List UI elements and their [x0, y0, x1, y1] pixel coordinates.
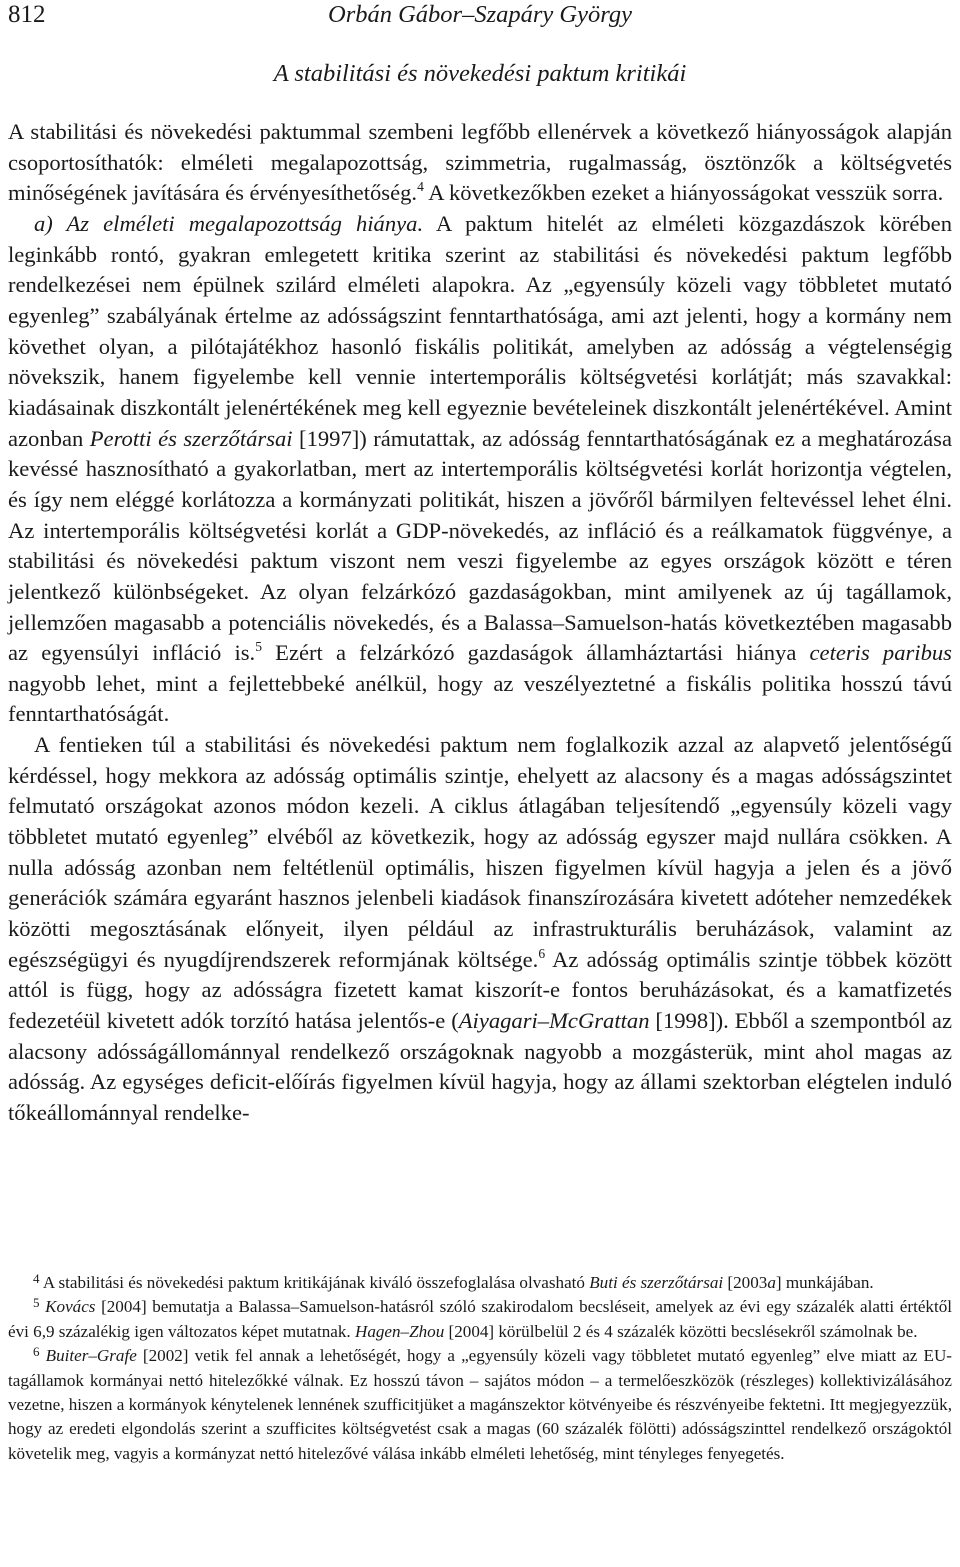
paragraph [8, 730, 952, 1129]
footnote-text: ] munkájában. [775, 1273, 874, 1292]
page-number: 812 [8, 1, 46, 28]
footnotes [8, 1271, 952, 1466]
paragraph-text: nagyobb lehet, mint a fejlettebbeké anélkül, hogy az veszélyeztetné a fiskális politika hosszú távú fenntarthatóságát. [8, 670, 952, 727]
latin-phrase: ceteris paribus [809, 640, 952, 666]
footnote-text: A stabilitási és növekedési paktum kritikájának kiváló összefoglalása olvasható [39, 1273, 590, 1292]
subsection-lead: a) Az elméleti megalapozottság hiánya. [34, 210, 424, 236]
paragraph-text: A stabilitási és növekedési paktummal szembeni legfőbb ellenérvek a következő hiányosságok alapján csoportosíthatók: elméleti megalapozottság, szimmetria, rugalmasság, ösztönzők a költségvetés minőségének javítására és érvényesíthetőség. [8, 119, 952, 206]
paragraph-text: A fentieken túl a stabilitási és növekedési paktum nem foglalkozik azzal az alapvető jelentőségű kérdéssel, hogy mekkora az adósság optimális szintje, ehelyett az alacsony és a magas adósságszintet felmutató országokat azonos módon kezeli. A ciklus átlagában teljesítendő „egyensúly közeli vagy többletet mutató egyenleg” elvéből az következik, hogy az adósság egyszer majd nullára csökken. A nulla adósság azonban nem feltétlenül optimális, hiszen figyelmen kívül hagyja a jelen és a jövő generációk számára egyaránt hasznos jelenbeli kiadások finanszírozására kivetett adóteher nemzedékek közötti megosztásának előnyeit, ilyen például az infrastrukturális beruházások, valamint az egészségügyi és nyugdíjrendszerek reformjának költsége. [8, 732, 952, 972]
footnote-text: [2003 [723, 1273, 768, 1292]
footnote-number: 5 [33, 1295, 40, 1311]
paragraph-text: Ezért a felzárkózó gazdaságok államháztartási hiánya [261, 640, 810, 666]
section-title: A stabilitási és növekedési paktum kritikái [273, 60, 687, 87]
footnote-ref[interactable]: 5 [255, 638, 262, 654]
body-text [8, 117, 952, 1129]
paragraph-text: [1998]). Ebből a szempontból az alacsony adósságállománnyal rendelkező országoknak nagyobb a mozgásterük, mint ahol magas az adósság. Az egységes deficit-előírás figyelmen kívül hagyja, hogy az állami szektorban elégtelen induló tőkeállománnyal rendelke- [8, 1008, 952, 1125]
footnote [8, 1271, 952, 1295]
paragraph [8, 209, 952, 730]
footnote-ref[interactable]: 4 [417, 179, 424, 195]
citation: Perotti és szerzőtársai [89, 425, 293, 451]
citation: Aiyagari–McGrattan [458, 1008, 650, 1034]
footnote-number: 4 [33, 1271, 40, 1286]
footnote-number: 6 [33, 1344, 40, 1360]
citation: Buiter–Grafe [45, 1346, 137, 1366]
footnote-text: [2004] bemutatja a Balassa–Samuelson-hatásról szóló szakirodalom becsléseit, amelyek az évi egy százalék alatti értéktől évi 6,9 százalékig igen változatos képet mutatnak. [8, 1297, 952, 1341]
citation: Buti és szerzőtársai [589, 1273, 724, 1292]
paragraph-text: Az adósság optimális szintje többek között attól is függ, hogy az adósságra fizetett kamat kiszorít-e fontos beruházásokat, és a kamatfizetés fedezetéül kivetett adók torzító hatása jelentős-e ( [8, 946, 952, 1034]
running-head: Orbán Gábor–Szapáry György [328, 1, 632, 28]
citation-suffix: a [767, 1273, 776, 1292]
footnote [8, 1295, 952, 1344]
footnote [8, 1344, 952, 1466]
paragraph [8, 117, 952, 209]
citation: Hagen–Zhou [354, 1321, 445, 1341]
footnote-text: [2004] körülbelül 2 és 4 százalék közötti becslésekről számolnak be. [444, 1321, 918, 1341]
paragraph-text: [1997]) rámutattak, az adósság fenntarthatóságának ez a meghatározása kevéssé hasznosítható a gyakorlatban, mert az intertemporális költségvetési korlát horizontja végtelen, és így nem eléggé korlátozza a kormányzati politikát, hiszen a jövőről bármilyen feltevéssel lehet élni. Az intertemporális költségvetési korlát a GDP-növekedés, az infláció és a reálkamatok függvénye, a stabilitási és növekedési paktum viszont nem veszi figyelembe az egyes országok között e téren jelentkező különbségeket. Az olyan felzárkózó gazdaságokban, mint amilyenek az új tagállamok, jellemzően magasabb a potenciális növekedés, és a Balassa–Samuelson-hatás következtében magasabb az egyensúlyi infláció is. [8, 425, 953, 666]
footnote-ref[interactable]: 6 [538, 945, 546, 961]
footnote-text: [2002] vetik fel annak a lehetőségét, hogy a „egyensúly közeli vagy többletet mutató egyenleg” elve miatt az EU-tagállamok kormányai nettó hitelezőkké válnak. Ez hosszú távon – sajátos módon – a termelőeszközök (részleges) kollektivizálásához vezetne, hiszen a kormányok kénytelenek lennének szufficitjüket a magánszektor kötvényeibe és részvényeibe fektetni. Itt megjegyezzük, hogy az eredeti elgondolás szerint a szufficites költségvetést csak a magas (60 százalék fölötti) adósságszinttel rendelkező országoktól követelik meg, vagyis a kormányzat nettó hitelezővé válása inkább elméleti lehetőség, mint tényleges fenyegetés. [8, 1346, 952, 1463]
paragraph-text: A következőkben ezeket a hiányosságokat vesszük sorra. [423, 180, 944, 206]
page-header [8, 0, 952, 30]
citation: Kovács [45, 1297, 96, 1317]
paragraph-text: A paktum hitelét az elméleti közgazdászok körében leginkább rontó, gyakran emlegetett kritika szerint az stabilitási és növekedési paktum legfőbb rendelkezései nem épülnek szilárd elméleti alapokra. Az „egyensúly közeli vagy többletet mutató egyenleg” szabályának értelme az adósságszint fenntarthatósága, ami azt jelenti, hogy a kormány nem követhet olyan, a pilótajátékhoz hasonló fiskális politikát, amelyben az adósság a végtelenségig növekszik, hanem figyelembe kell vennie intertemporális költségvetési korlátját; más szavakkal: kiadásainak diszkontált jelenértékének meg kell egyeznie bevételeinek diszkontált jelenértékével. Amint azonban [8, 210, 953, 451]
